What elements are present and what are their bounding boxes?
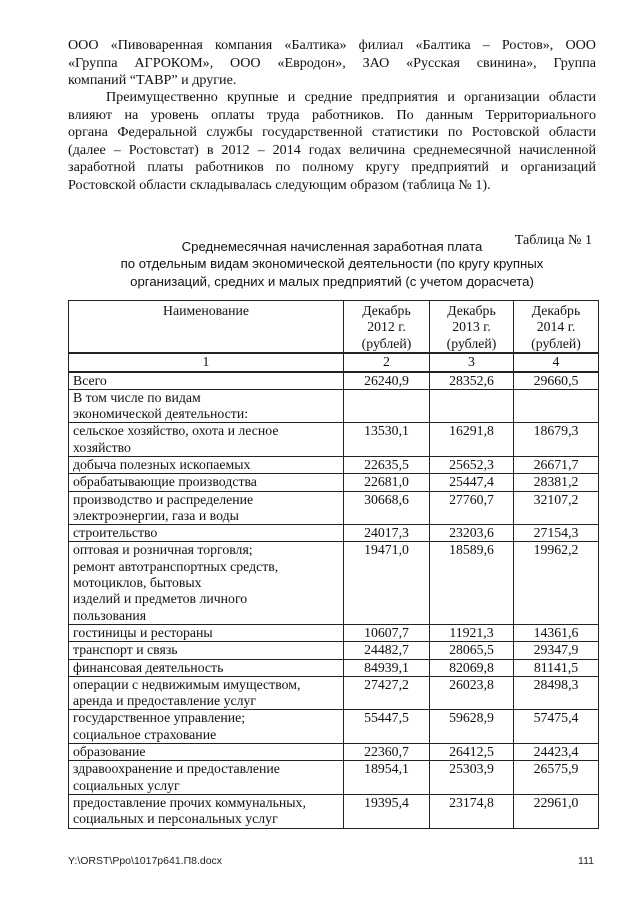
value-2012: 22635,5 — [344, 457, 430, 474]
value-2013: 59628,9 — [430, 710, 514, 744]
value-2013 — [430, 389, 514, 423]
table-index-row — [69, 353, 599, 371]
table-caption — [68, 236, 596, 290]
table-row — [69, 642, 599, 659]
row-name-line: производство и распределение — [73, 491, 254, 507]
value-2012: 55447,5 — [344, 710, 430, 744]
row-name — [69, 642, 344, 659]
row-name-line: обрабатывающие производства — [73, 474, 257, 490]
row-name — [69, 744, 344, 761]
table-row — [69, 624, 599, 641]
value-2014 — [514, 389, 599, 423]
row-name-line: пользования — [73, 607, 147, 623]
row-name — [69, 794, 344, 828]
table-row — [69, 676, 599, 710]
row-name — [69, 761, 344, 795]
value-2014: 22961,0 — [514, 794, 599, 828]
row-name-line: электроэнергии, газа и воды — [73, 507, 239, 523]
row-name — [69, 676, 344, 710]
header-2012: Декабрь 2012 г. (рублей) — [344, 301, 430, 354]
value-2012: 24017,3 — [344, 525, 430, 542]
row-name-line: транспорт и связь — [73, 642, 178, 658]
table-row — [69, 389, 599, 423]
table-row — [69, 659, 599, 676]
value-2012: 24482,7 — [344, 642, 430, 659]
table-row — [69, 491, 599, 525]
row-name-line: финансовая деятельность — [73, 659, 224, 675]
value-2013: 28065,5 — [430, 642, 514, 659]
table-row — [69, 794, 599, 828]
table-row — [69, 372, 599, 390]
caption-line: по отдельным видам экономической деятельности (по кругу крупных — [120, 256, 544, 272]
value-2013: 16291,8 — [430, 423, 514, 457]
row-name — [69, 525, 344, 542]
paragraph-line: влияют на уровень оплаты труда работников. По данным Территориального — [68, 106, 596, 123]
row-name-line: предоставление прочих коммунальных, — [73, 794, 306, 810]
table-row — [69, 744, 599, 761]
table-row — [69, 474, 599, 491]
table-row — [69, 457, 599, 474]
row-name-line: экономической деятельности: — [73, 406, 249, 422]
value-2012: 13530,1 — [344, 423, 430, 457]
paragraph-line: Ростовской области складывалась следующим образом (таблица № 1). — [68, 176, 491, 193]
row-name — [69, 457, 344, 474]
header-name: Наименование — [69, 301, 344, 354]
value-2012 — [344, 389, 430, 423]
value-2013: 18589,6 — [430, 542, 514, 624]
intro-line: «Группа АГРОКОМ», ООО «Евродон», ЗАО «Русская свинина», Группа — [68, 54, 596, 71]
row-name-line: изделий и предметов личного — [73, 591, 248, 607]
value-2013: 27760,7 — [430, 491, 514, 525]
caption-line: Среднемесячная начисленная заработная плата — [181, 239, 483, 254]
table-row — [69, 525, 599, 542]
paragraph-line: заработной платы работников по полному кругу предприятий и организаций — [68, 159, 596, 176]
value-2012: 30668,6 — [344, 491, 430, 525]
value-2012: 10607,7 — [344, 624, 430, 641]
table-body — [69, 372, 599, 829]
row-name-line: Всего — [73, 372, 107, 388]
paragraph-line: Преимущественно крупные и средние предприятия и организации области — [106, 89, 596, 105]
value-2012: 19395,4 — [344, 794, 430, 828]
intro-line: ООО «Пивоваренная компания «Балтика» филиал «Балтика – Ростов», ООО — [68, 37, 596, 53]
row-name-line: образование — [73, 744, 146, 760]
value-2012: 22360,7 — [344, 744, 430, 761]
paragraph-line: (далее – Ростовстат) в 2012 – 2014 годах величина среднемесячной начисленной — [68, 141, 596, 158]
page-number: 111 — [578, 855, 594, 867]
value-2014: 26671,7 — [514, 457, 599, 474]
value-2013: 26023,8 — [430, 676, 514, 710]
salary-table — [68, 300, 599, 829]
row-name-line: оптовая и розничная торговля; — [73, 542, 253, 558]
row-name — [69, 659, 344, 676]
value-2014: 18679,3 — [514, 423, 599, 457]
value-2014: 29347,9 — [514, 642, 599, 659]
row-name-line: социальных и персональных услуг — [73, 811, 278, 827]
row-name — [69, 710, 344, 744]
row-name — [69, 372, 344, 390]
row-name-line: аренда и предоставление услуг — [73, 693, 257, 709]
table-row — [69, 542, 599, 624]
index-cell: 2 — [344, 353, 430, 371]
value-2013: 26412,5 — [430, 744, 514, 761]
value-2014: 14361,6 — [514, 624, 599, 641]
row-name — [69, 491, 344, 525]
index-cell: 1 — [69, 353, 344, 371]
value-2012: 26240,9 — [344, 372, 430, 390]
row-name-line: социальное страхование — [73, 726, 217, 742]
row-name-line: государственное управление; — [73, 710, 246, 726]
row-name-line: операции с недвижимым имуществом, — [73, 676, 301, 692]
row-name — [69, 389, 344, 423]
table-row — [69, 423, 599, 457]
value-2014: 19962,2 — [514, 542, 599, 624]
value-2014: 29660,5 — [514, 372, 599, 390]
value-2013: 25303,9 — [430, 761, 514, 795]
value-2014: 28381,2 — [514, 474, 599, 491]
row-name — [69, 423, 344, 457]
row-name-line: социальных услуг — [73, 777, 180, 793]
row-name-line: мотоциклов, бытовых — [73, 575, 202, 591]
footer-file-path: Y:\ORST\Ppo\1017p641.П8.docx — [68, 855, 223, 867]
value-2014: 24423,4 — [514, 744, 599, 761]
row-name-line: хозяйство — [73, 439, 131, 455]
index-cell: 3 — [430, 353, 514, 371]
table-row — [69, 761, 599, 795]
main-paragraph — [68, 89, 596, 195]
value-2012: 22681,0 — [344, 474, 430, 491]
value-2013: 25652,3 — [430, 457, 514, 474]
table-header-row — [69, 301, 599, 354]
value-2013: 28352,6 — [430, 372, 514, 390]
row-name-line: сельское хозяйство, охота и лесное — [73, 423, 279, 439]
value-2012: 18954,1 — [344, 761, 430, 795]
table-number: Таблица № 1 — [514, 232, 592, 248]
value-2014: 26575,9 — [514, 761, 599, 795]
row-name-line: здравоохранение и предоставление — [73, 761, 280, 777]
value-2013: 23174,8 — [430, 794, 514, 828]
value-2014: 81141,5 — [514, 659, 599, 676]
row-name-line: ремонт автотранспортных средств, — [73, 558, 279, 574]
intro-line: компаний “ТАВР” и другие. — [68, 72, 237, 89]
value-2013: 25447,4 — [430, 474, 514, 491]
value-2012: 27427,2 — [344, 676, 430, 710]
value-2013: 82069,8 — [430, 659, 514, 676]
value-2014: 57475,4 — [514, 710, 599, 744]
header-2014: Декабрь 2014 г. (рублей) — [514, 301, 599, 354]
row-name-line: гостиницы и рестораны — [73, 624, 213, 640]
row-name — [69, 542, 344, 624]
value-2014: 28498,3 — [514, 676, 599, 710]
row-name — [69, 624, 344, 641]
value-2013: 23203,6 — [430, 525, 514, 542]
paragraph-line: органа Федеральной службы государственной статистики по Ростовской области — [68, 124, 596, 141]
value-2014: 32107,2 — [514, 491, 599, 525]
caption-line: организаций, средних и малых предприятий (с учетом дорасчета) — [130, 273, 534, 289]
intro-paragraph — [68, 37, 596, 90]
value-2014: 27154,3 — [514, 525, 599, 542]
header-2013: Декабрь 2013 г. (рублей) — [430, 301, 514, 354]
row-name-line: добыча полезных ископаемых — [73, 457, 251, 472]
value-2013: 11921,3 — [430, 624, 514, 641]
table-row — [69, 710, 599, 744]
value-2012: 19471,0 — [344, 542, 430, 624]
row-name — [69, 474, 344, 491]
row-name-line: строительство — [73, 525, 158, 541]
value-2012: 84939,1 — [344, 659, 430, 676]
index-cell: 4 — [514, 353, 599, 371]
row-name-line: В том числе по видам — [73, 389, 201, 405]
